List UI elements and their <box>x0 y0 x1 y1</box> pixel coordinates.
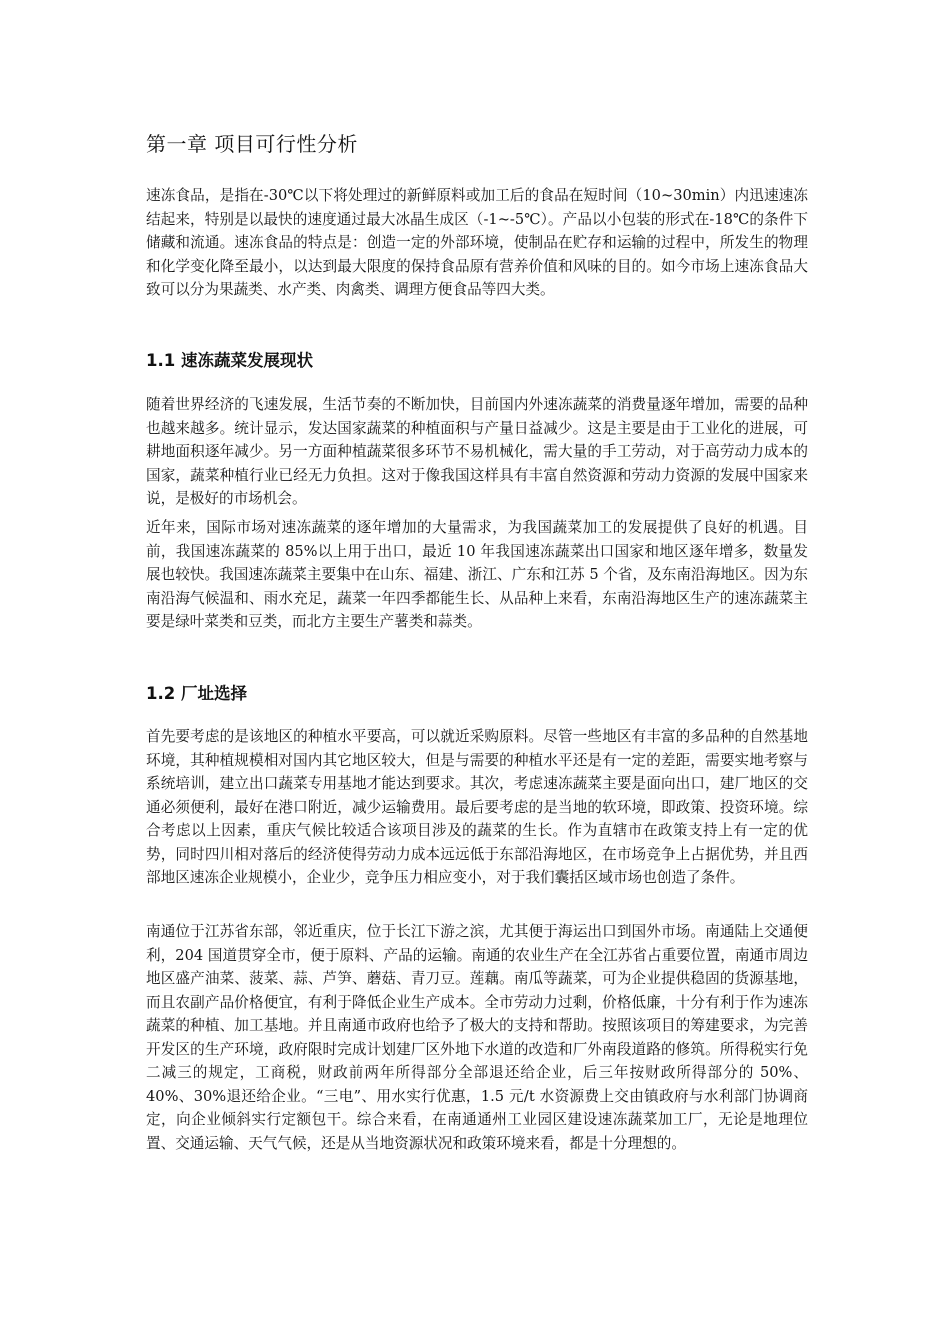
section-1-1-paragraph-2: 近年来，国际市场对速冻蔬菜的逐年增加的大量需求，为我国蔬菜加工的发展提供了良好的机遇。目前，我国速冻蔬菜的 85%以上用于出口，最近 10 年我国速冻蔬菜出口国家和地区逐年增多，数量发展也较快。我国速冻蔬菜主要集中在山东、福建、浙江、广东和江苏 5 个省，及东南沿海地区。因为东南沿海气候温和、雨水充足，蔬菜一年四季都能生长、从品种上来看，东南沿海地区生产的速冻蔬菜主要是绿叶菜类和豆类，而北方主要生产薯类和蒜类。 <box>146 519 808 630</box>
section-1-1-paragraph-1: 随着世界经济的飞速发展，生活节奏的不断加快，目前国内外速冻蔬菜的消费量逐年增加，需要的品种也越来越多。统计显示，发达国家蔬菜的种植面积与产量日益减少。这是主要是由于工业化的进展，可耕地面积逐年减少。另一方面种植蔬菜很多环节不易机械化，需大量的手工劳动，对于高劳动力成本的国家，蔬菜种植行业已经无力负担。这对于像我国这样具有丰富自然资源和劳动力资源的发展中国家来说，是极好的市场机会。 <box>146 396 808 507</box>
intro-paragraph: 速冻食品，是指在-30℃以下将处理过的新鲜原料或加工后的食品在短时间（10~30min）内迅速速冻结起来，特别是以最快的速度通过最大冰晶生成区（-1~-5℃）。产品以小包装的形式在-18℃的条件下储藏和流通。速冻食品的特点是：创造一定的外部环境，使制品在贮存和运输的过程中，所发生的物理和化学变化降至最小，以达到最大限度的保持食品原有营养价值和风味的目的。如今市场上速冻食品大致可以分为果蔬类、水产类、肉禽类、调理方便食品等四大类。 <box>146 187 808 298</box>
section-heading-1-2: 1.2 厂址选择 <box>146 684 247 703</box>
section-1-2-paragraph-2: 南通位于江苏省东部，邻近重庆，位于长江下游之滨，尤其便于海运出口到国外市场。南通陆上交通便利，204 国道贯穿全市，便于原料、产品的运输。南通的农业生产在全江苏省占重要位置，南通市周边地区盛产油菜、菠菜、蒜、芦笋、蘑菇、青刀豆。莲藕。南瓜等蔬菜，可为企业提供稳固的货源基地，而且农副产品价格便宜，有利于降低企业生产成本。全市劳动力过剩，价格低廉，十分有利于作为速冻蔬菜的种植、加工基地。并且南通市政府也给予了极大的支持和帮助。按照该项目的筹建要求，为完善开发区的生产环境，政府限时完成计划建厂区外地下水道的改造和厂外南段道路的修筑。所得税实行免二减三的规定，工商税，财政前两年所得部分全部退还给企业，后三年按财政所得部分的 50%、40%、30%退还给企业。“三电”、用水实行优惠，1.5 元/t 水资源费上交由镇政府与水利部门协调商定，向企业倾斜实行定额包干。综合来看，在南通通州工业园区建设速冻蔬菜加工厂，无论是地理位置、交通运输、天气气候，还是从当地资源状况和政策环境来看，都是十分理想的。 <box>146 923 808 1152</box>
section-1-2-paragraph-1: 首先要考虑的是该地区的种植水平要高，可以就近采购原料。尽管一些地区有丰富的多品种的自然基地环境，其种植规模相对国内其它地区较大，但是与需要的种植水平还是有一定的差距，需要实地考察与系统培训，建立出口蔬菜专用基地才能达到要求。其次，考虑速冻蔬菜主要是面向出口，建厂地区的交通必须便利，最好在港口附近，减少运输费用。最后要考虑的是当地的软环境，即政策、投资环境。综合考虑以上因素，重庆气候比较适合该项目涉及的蔬菜的生长。作为直辖市在政策支持上有一定的优势，同时四川相对落后的经济使得劳动力成本远远低于东部沿海地区，在市场竞争上占据优势，并且西部地区速冻企业规模小，企业少，竞争压力相应变小，对于我们囊括区域市场也创造了条件。 <box>146 728 808 886</box>
chapter-title: 第一章 项目可行性分析 <box>146 132 358 156</box>
section-heading-1-1: 1.1 速冻蔬菜发展现状 <box>146 351 313 370</box>
